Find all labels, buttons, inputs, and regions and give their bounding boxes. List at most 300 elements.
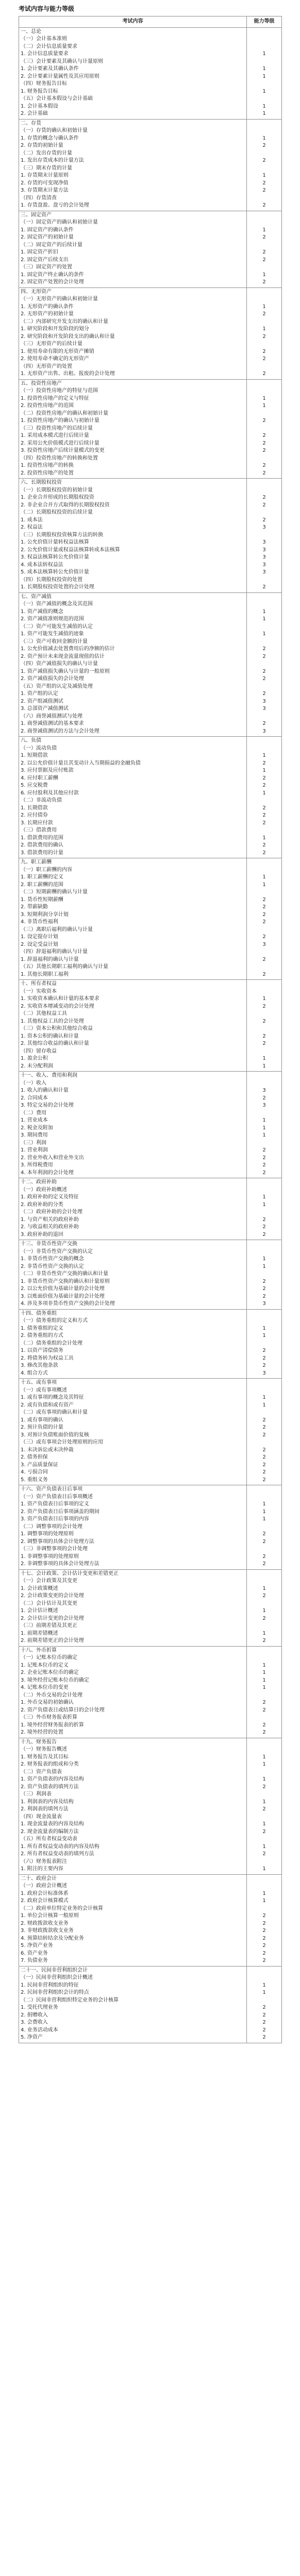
- content-line: [21, 1293, 245, 1301]
- content-text: 五、投资性房地产: [21, 380, 62, 386]
- level-value: [248, 1883, 280, 1890]
- content-text: 3. 投资性房地产后续计量模式的变更: [21, 448, 105, 453]
- section-row: [19, 1309, 282, 1379]
- level-line: [248, 1033, 280, 1041]
- level-line: [248, 1194, 280, 1201]
- level-value: [248, 980, 280, 988]
- content-text: 2. 调整事项的具体会计处理方法: [21, 1538, 94, 1545]
- level-line: [248, 1699, 280, 1707]
- content-line: [21, 1155, 245, 1162]
- level-line: [248, 675, 280, 683]
- level-line: [248, 1828, 280, 1836]
- content-text: 十一、收入、费用和利润: [21, 1073, 77, 1078]
- level-line: [248, 896, 280, 904]
- level-value: 3: [262, 524, 266, 530]
- content-text: 2. 政府会计核算模式: [21, 1898, 69, 1904]
- level-value: 1: [262, 1117, 266, 1123]
- content-line: [21, 859, 245, 867]
- level-value: 2: [262, 820, 266, 826]
- content-text: （一）实收资本: [21, 988, 57, 994]
- content-text: 2. 民间非营利组织会计的特点: [21, 1990, 89, 1995]
- content-text: 1. 盈余公积: [21, 1056, 48, 1061]
- level-line: [248, 1010, 280, 1018]
- level-value: [248, 745, 280, 753]
- level-value: [248, 623, 280, 631]
- section-content: [19, 737, 247, 858]
- content-line: [21, 1523, 245, 1531]
- content-text: 4. 本年利润的会计处理: [21, 1170, 74, 1176]
- content-line: [21, 2012, 245, 2020]
- content-text: （三）外币财务报表折算: [21, 1715, 77, 1720]
- content-text: （二）民间非营利组织特定业务的会计核算: [21, 1997, 119, 2003]
- level-line: [248, 850, 280, 857]
- level-line: [248, 1912, 280, 1920]
- level-line: [248, 219, 280, 227]
- level-value: 2: [262, 418, 266, 423]
- level-value: 2: [262, 2027, 266, 2033]
- level-line: [248, 257, 280, 264]
- level-line: [248, 1379, 280, 1387]
- level-line: [248, 775, 280, 783]
- section-row: [19, 980, 282, 1072]
- content-line: [21, 569, 245, 577]
- level-value: 1: [262, 88, 266, 94]
- level-line: [248, 410, 280, 418]
- content-line: [21, 882, 245, 889]
- section-row: [19, 287, 282, 379]
- content-text: （二）投资性房地产的确认和初始计量: [21, 410, 108, 416]
- level-line: [248, 264, 280, 272]
- section-levels: [247, 980, 282, 1072]
- level-line: [248, 380, 280, 388]
- content-text: 1. 现金流量表的内容及结构: [21, 1821, 84, 1827]
- content-line: [21, 1607, 245, 1615]
- content-line: [21, 524, 245, 532]
- content-line: [21, 1095, 245, 1103]
- level-value: [248, 1858, 280, 1866]
- content-text: （一）民间非营利组织会计概述: [21, 1975, 93, 1980]
- content-line: [21, 631, 245, 638]
- content-line: [21, 705, 245, 713]
- level-value: 1: [262, 1325, 266, 1331]
- level-line: [248, 1935, 280, 1943]
- content-line: [21, 1355, 245, 1363]
- content-text: 2. 债务重组的方式: [21, 1333, 63, 1338]
- content-text: 1. 或有事项的概念及其特征: [21, 1395, 84, 1400]
- level-value: 2: [262, 257, 266, 263]
- content-text: 2. 实收资本增减变动的会计处理: [21, 1003, 94, 1009]
- level-value: 1: [262, 631, 266, 637]
- level-line: [248, 1836, 280, 1843]
- content-text: 1. 实收资本确认和计量的基本要求: [21, 996, 99, 1002]
- level-value: 2: [262, 1615, 266, 1621]
- content-line: [21, 1791, 245, 1799]
- level-line: [248, 1477, 280, 1484]
- level-value: [248, 948, 280, 956]
- level-line: [248, 28, 280, 36]
- content-text: 2. 应付债券: [21, 812, 48, 818]
- level-value: 2: [262, 1147, 266, 1153]
- level-value: 1: [262, 1201, 266, 1208]
- content-line: [21, 43, 245, 51]
- content-line: [21, 1722, 245, 1730]
- content-text: 2. 职工薪酬的范围: [21, 882, 63, 888]
- content-text: 3. 对预计负债账面价值的复核: [21, 1432, 89, 1438]
- level-value: [248, 1814, 280, 1821]
- content-text: 1. 投资性房地产的转换: [21, 463, 74, 468]
- content-line: [21, 896, 245, 904]
- content-line: [21, 1982, 245, 1990]
- content-text: 2. 非企业合并方式取得的长期股权投资: [21, 502, 110, 508]
- level-value: 1: [262, 395, 266, 401]
- level-value: [248, 1769, 280, 1776]
- level-line: [248, 1806, 280, 1814]
- content-line: [21, 988, 245, 996]
- content-text: 1. 前期差错概述: [21, 1630, 58, 1636]
- section-levels: [247, 1874, 282, 1966]
- level-line: [248, 517, 280, 524]
- level-value: [248, 660, 280, 668]
- level-value: 2: [262, 1155, 266, 1161]
- content-line: [21, 1241, 245, 1248]
- content-line: [21, 1072, 245, 1080]
- level-value: 2: [262, 721, 266, 726]
- section-row: [19, 27, 282, 119]
- level-value: 1: [262, 135, 266, 141]
- level-value: 2: [262, 279, 266, 285]
- content-text: 3. 资产负债表日后事项的内容: [21, 1516, 89, 1522]
- content-line: [21, 1883, 245, 1890]
- level-value: 2: [262, 691, 266, 697]
- header-level: 能力等级: [247, 16, 282, 28]
- level-line: [248, 127, 280, 135]
- level-line: [248, 2019, 280, 2027]
- level-line: [248, 157, 280, 165]
- section-content: [19, 479, 247, 593]
- level-line: [248, 812, 280, 820]
- section-content: [19, 1309, 247, 1379]
- content-line: [21, 1201, 245, 1209]
- content-line: [21, 1546, 245, 1553]
- level-value: 2: [262, 502, 266, 508]
- content-text: 2. 财政拨款收支业务: [21, 1920, 69, 1926]
- content-line: [21, 1362, 245, 1370]
- level-line: [248, 110, 280, 118]
- content-text: 六、长期股权投资: [21, 480, 62, 485]
- content-text: （四）现金流量表: [21, 1814, 62, 1820]
- level-value: 2: [262, 676, 266, 682]
- section-levels: [247, 1966, 282, 2043]
- content-text: （一）政府补助概述: [21, 1187, 67, 1193]
- level-value: [248, 264, 280, 272]
- content-text: 5. 成本法核算转公允价值计量: [21, 569, 89, 575]
- level-value: 1: [262, 303, 266, 310]
- level-line: [248, 1592, 280, 1600]
- level-line: [248, 202, 280, 210]
- content-line: [21, 1677, 245, 1685]
- content-text: 2. 会计要素计量属性及其应用原则: [21, 73, 99, 79]
- content-text: 1. 资产负债表日后事项的定义: [21, 1501, 89, 1507]
- level-value: 1: [262, 753, 266, 758]
- level-line: [248, 1486, 280, 1494]
- level-value: [248, 380, 280, 388]
- content-text: 6. 资产业务: [21, 1950, 48, 1956]
- level-line: [248, 532, 280, 539]
- content-line: [21, 1578, 245, 1585]
- level-line: [248, 1997, 280, 2005]
- content-line: [21, 720, 245, 728]
- level-value: [248, 425, 280, 433]
- content-line: [21, 494, 245, 502]
- level-value: [248, 1409, 280, 1417]
- level-line: [248, 1080, 280, 1088]
- level-line: [248, 311, 280, 318]
- level-line: [248, 1469, 280, 1477]
- level-value: 1: [262, 1990, 266, 1995]
- content-text: （四）无形资产的处置: [21, 363, 72, 369]
- content-text: 十四、债务重组: [21, 1310, 57, 1316]
- content-line: [21, 1248, 245, 1256]
- content-text: 1. 辞退福利的确认与计量: [21, 956, 79, 962]
- content-text: 2. 合同成本: [21, 1095, 48, 1101]
- level-value: 1: [262, 1402, 266, 1408]
- content-text: （一）职工薪酬的内容: [21, 867, 72, 873]
- section-content: [19, 211, 247, 287]
- content-line: [21, 1140, 245, 1147]
- content-line: [21, 432, 245, 440]
- level-line: [248, 1110, 280, 1117]
- content-line: [21, 150, 245, 158]
- level-line: [248, 623, 280, 631]
- content-line: [21, 760, 245, 768]
- content-text: 1. 资产组的认定: [21, 691, 58, 697]
- content-line: [21, 447, 245, 455]
- content-line: [21, 1754, 245, 1761]
- level-line: [248, 782, 280, 790]
- level-value: 2: [262, 1935, 266, 1941]
- level-line: [248, 289, 280, 296]
- level-line: [248, 120, 280, 128]
- level-line: [248, 65, 280, 73]
- content-text: 2. 会计基础: [21, 111, 48, 116]
- level-line: [248, 95, 280, 103]
- level-value: [248, 1140, 280, 1147]
- content-line: [21, 668, 245, 676]
- content-line: [21, 1494, 245, 1501]
- content-line: [21, 1256, 245, 1263]
- content-text: （五）其他长期职工福利的确认与计量: [21, 964, 108, 970]
- content-line: [21, 58, 245, 66]
- level-value: [248, 1875, 280, 1883]
- content-line: [21, 1300, 245, 1308]
- content-text: 1. 无形资产出售、出租、报废的会计处理: [21, 371, 115, 377]
- content-text: 1. 短期借款: [21, 753, 48, 758]
- level-value: 2: [262, 1707, 266, 1713]
- content-line: [21, 745, 245, 753]
- level-line: [248, 1310, 280, 1318]
- section-levels: [247, 592, 282, 737]
- level-line: [248, 363, 280, 371]
- level-line: [248, 326, 280, 333]
- content-text: 2. 捐赠收入: [21, 2012, 48, 2018]
- level-line: [248, 509, 280, 517]
- content-line: [21, 1117, 245, 1125]
- content-line: [21, 135, 245, 143]
- content-text: 2. 固定资产处置的会计处理: [21, 279, 84, 285]
- level-line: [248, 1125, 280, 1132]
- content-line: [21, 1194, 245, 1201]
- level-value: 1: [262, 103, 266, 109]
- level-line: [248, 1982, 280, 1990]
- content-line: [21, 1538, 245, 1546]
- content-text: 1. 所有者权益变动表的内容及结构: [21, 1843, 99, 1850]
- level-value: [248, 988, 280, 996]
- content-text: 2. 无形资产的初始计量: [21, 311, 74, 317]
- level-line: [248, 1300, 280, 1308]
- content-line: [21, 911, 245, 919]
- level-line: [248, 50, 280, 58]
- level-line: [248, 494, 280, 502]
- level-value: 2: [262, 904, 266, 910]
- level-value: [248, 242, 280, 249]
- level-value: 2: [262, 775, 266, 781]
- level-line: [248, 827, 280, 835]
- level-value: 2: [262, 188, 266, 193]
- content-line: [21, 532, 245, 539]
- content-line: [21, 797, 245, 805]
- level-line: [248, 1263, 280, 1271]
- content-line: [21, 462, 245, 470]
- level-line: [248, 1394, 280, 1402]
- content-text: 2. 带薪缺勤: [21, 904, 48, 910]
- section-content: [19, 1072, 247, 1178]
- level-line: [248, 187, 280, 195]
- content-line: [21, 417, 245, 425]
- content-line: [21, 562, 245, 569]
- content-text: 3. 借款费用的计量: [21, 850, 63, 856]
- level-value: 1: [262, 1608, 266, 1614]
- level-line: [248, 1677, 280, 1685]
- level-line: [248, 1799, 280, 1806]
- content-line: [21, 455, 245, 463]
- syllabus-table: [19, 16, 282, 2043]
- level-value: 2: [262, 1784, 266, 1790]
- content-line: [21, 425, 245, 433]
- content-line: [21, 289, 245, 296]
- content-line: [21, 1746, 245, 1754]
- level-line: [248, 43, 280, 51]
- level-value: [248, 1310, 280, 1318]
- content-text: 1. 非货币性资产交换的确认和计量原则: [21, 1278, 110, 1284]
- content-text: 3. 短期利润分享计划: [21, 911, 69, 918]
- level-value: [248, 859, 280, 867]
- content-text: 1. 无形资产的确认条件: [21, 303, 74, 310]
- content-text: 2. 前期差错更正的会计处理: [21, 1638, 84, 1643]
- level-value: 2: [262, 1700, 266, 1705]
- content-line: [21, 1486, 245, 1494]
- level-value: 2: [262, 1432, 266, 1438]
- level-value: [248, 1578, 280, 1585]
- level-value: [248, 410, 280, 418]
- level-value: 2: [262, 158, 266, 163]
- content-text: 1. 以资产清偿债务: [21, 1348, 63, 1353]
- level-value: [248, 80, 280, 88]
- content-text: 1. 使用寿命有限的无形资产摊销: [21, 348, 94, 354]
- content-text: 5. 净资产业务: [21, 1943, 53, 1948]
- content-line: [21, 1600, 245, 1608]
- content-line: [21, 956, 245, 964]
- content-text: （一）流动负债: [21, 745, 57, 751]
- level-value: 2: [262, 1355, 266, 1361]
- content-line: [21, 1394, 245, 1402]
- section-row: [19, 1569, 282, 1646]
- level-line: [248, 562, 280, 569]
- content-line: [21, 1432, 245, 1439]
- content-text: 1. 企业合并形成的长期股权投资: [21, 495, 94, 500]
- content-text: （三）前期差错及其更正: [21, 1623, 77, 1629]
- content-line: [21, 547, 245, 554]
- level-value: [248, 638, 280, 646]
- level-value: 2: [262, 1958, 266, 1963]
- level-value: 2: [262, 1851, 266, 1857]
- header-content: 考试内容: [19, 16, 247, 28]
- content-text: 3. 产品质量保证: [21, 1462, 58, 1468]
- level-value: [248, 1317, 280, 1325]
- level-value: 1: [262, 1333, 266, 1338]
- level-line: [248, 1516, 280, 1523]
- content-text: （三）离职后福利的确认与计量: [21, 926, 93, 933]
- content-text: 九、职工薪酬: [21, 859, 52, 865]
- content-text: 2. 会计政策变更的会计处理: [21, 1593, 84, 1599]
- content-line: [21, 509, 245, 517]
- level-line: [248, 1523, 280, 1531]
- content-text: （二）发出存货的计量: [21, 150, 72, 156]
- content-text: 2. 现金流量表的编制方法: [21, 1828, 79, 1835]
- content-text: （三）非调整事项的会计处理: [21, 1546, 88, 1552]
- content-text: 1. 研究阶段和开发阶段的划分: [21, 326, 89, 332]
- content-text: 2. 使用寿命不确定的无形资产: [21, 356, 89, 362]
- content-line: [21, 1890, 245, 1898]
- level-value: [248, 1387, 280, 1395]
- content-text: 2. 设定受益计划: [21, 941, 58, 947]
- content-text: 2. 预计负债的计量: [21, 1425, 63, 1430]
- content-text: 1. 受托代理业务: [21, 2005, 58, 2010]
- level-line: [248, 926, 280, 934]
- level-line: [248, 882, 280, 889]
- content-line: [21, 227, 245, 234]
- content-line: [21, 1950, 245, 1958]
- level-line: [248, 1087, 280, 1095]
- content-text: 1. 长期借款: [21, 805, 48, 811]
- level-line: [248, 1048, 280, 1056]
- content-text: 4. 涉及多项非货币性资产交换的会计处理: [21, 1301, 115, 1307]
- level-line: [248, 227, 280, 234]
- content-line: [21, 1402, 245, 1410]
- level-value: 2: [262, 1920, 266, 1926]
- level-value: [248, 1546, 280, 1553]
- content-line: [21, 1216, 245, 1224]
- content-text: 1. 长期股权投资处置的会计处理: [21, 584, 94, 590]
- content-line: [21, 1263, 245, 1271]
- content-line: [21, 1310, 245, 1318]
- content-line: [21, 1684, 245, 1692]
- level-value: 1: [262, 1761, 266, 1767]
- content-line: [21, 1707, 245, 1715]
- content-line: [21, 1102, 245, 1110]
- content-line: [21, 835, 245, 842]
- level-line: [248, 705, 280, 713]
- content-text: 1. 非货币性资产交换的概念: [21, 1256, 84, 1262]
